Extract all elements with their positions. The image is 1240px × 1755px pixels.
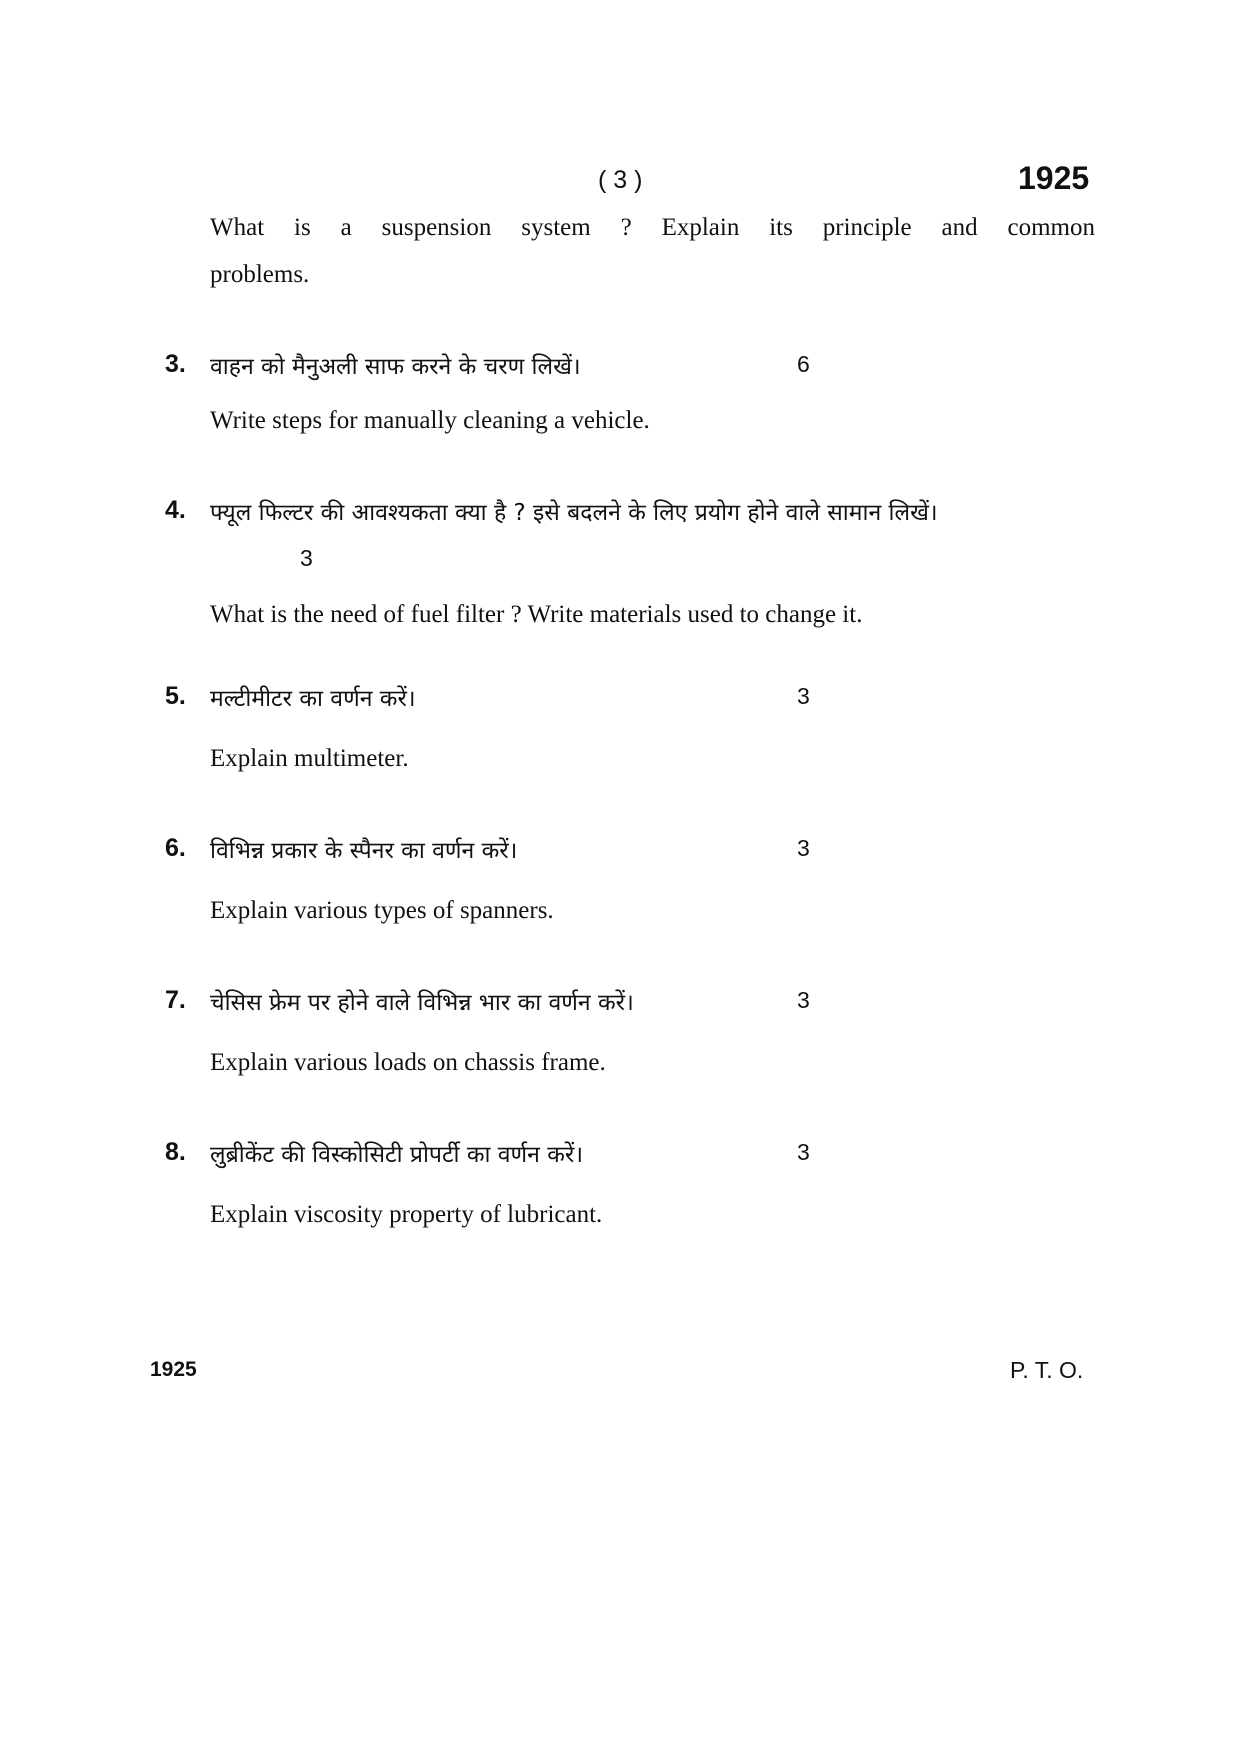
question-number: 3. xyxy=(165,350,186,378)
question-number: 4. xyxy=(165,496,186,524)
question-marks: 3 xyxy=(797,1139,810,1165)
question-hindi: विभिन्न प्रकार के स्पैनर का वर्णन करें। xyxy=(210,838,518,864)
question-hindi: लुब्रीकेंट की विस्कोसिटी प्रोपर्टी का वर्णन करें। xyxy=(210,1142,584,1168)
question-hindi: चेसिस फ्रेम पर होने वाले विभिन्न भार का वर्णन करें। xyxy=(210,990,634,1016)
question-english: Explain various loads on chassis frame. xyxy=(210,1049,606,1076)
question-marks: 3 xyxy=(300,545,313,571)
question-marks: 6 xyxy=(797,351,810,377)
question-hindi: मल्टीमीटर का वर्णन करें। xyxy=(210,686,416,712)
please-turn-over: P. T. O. xyxy=(1010,1357,1084,1383)
question-hindi: फ्यूल फिल्टर की आवश्यकता क्या है ? इसे बदलने के लिए प्रयोग होने वाले सामान लिखें। xyxy=(210,500,938,526)
question-english: What is the need of fuel filter ? Write materials used to change it. xyxy=(210,601,863,628)
question-marks: 3 xyxy=(797,683,810,709)
question-number: 5. xyxy=(165,682,186,710)
question-english: Explain various types of spanners. xyxy=(210,897,554,924)
question-hindi: वाहन को मैनुअली साफ करने के चरण लिखें। xyxy=(210,354,581,380)
continued-question-line: What is a suspension system ? Explain its principle and common xyxy=(210,214,1095,241)
question-english: Explain multimeter. xyxy=(210,745,409,772)
page-number: ( 3 ) xyxy=(598,166,643,194)
paper-code: 1925 xyxy=(1018,160,1090,196)
continued-question-line: problems. xyxy=(210,261,310,288)
question-english: Explain viscosity property of lubricant. xyxy=(210,1201,603,1228)
question-number: 6. xyxy=(165,834,186,862)
footer-paper-code: 1925 xyxy=(150,1358,197,1381)
question-number: 8. xyxy=(165,1138,186,1166)
question-number: 7. xyxy=(165,986,186,1014)
question-marks: 3 xyxy=(797,987,810,1013)
question-english: Write steps for manually cleaning a vehicle. xyxy=(210,407,650,434)
question-marks: 3 xyxy=(797,835,810,861)
